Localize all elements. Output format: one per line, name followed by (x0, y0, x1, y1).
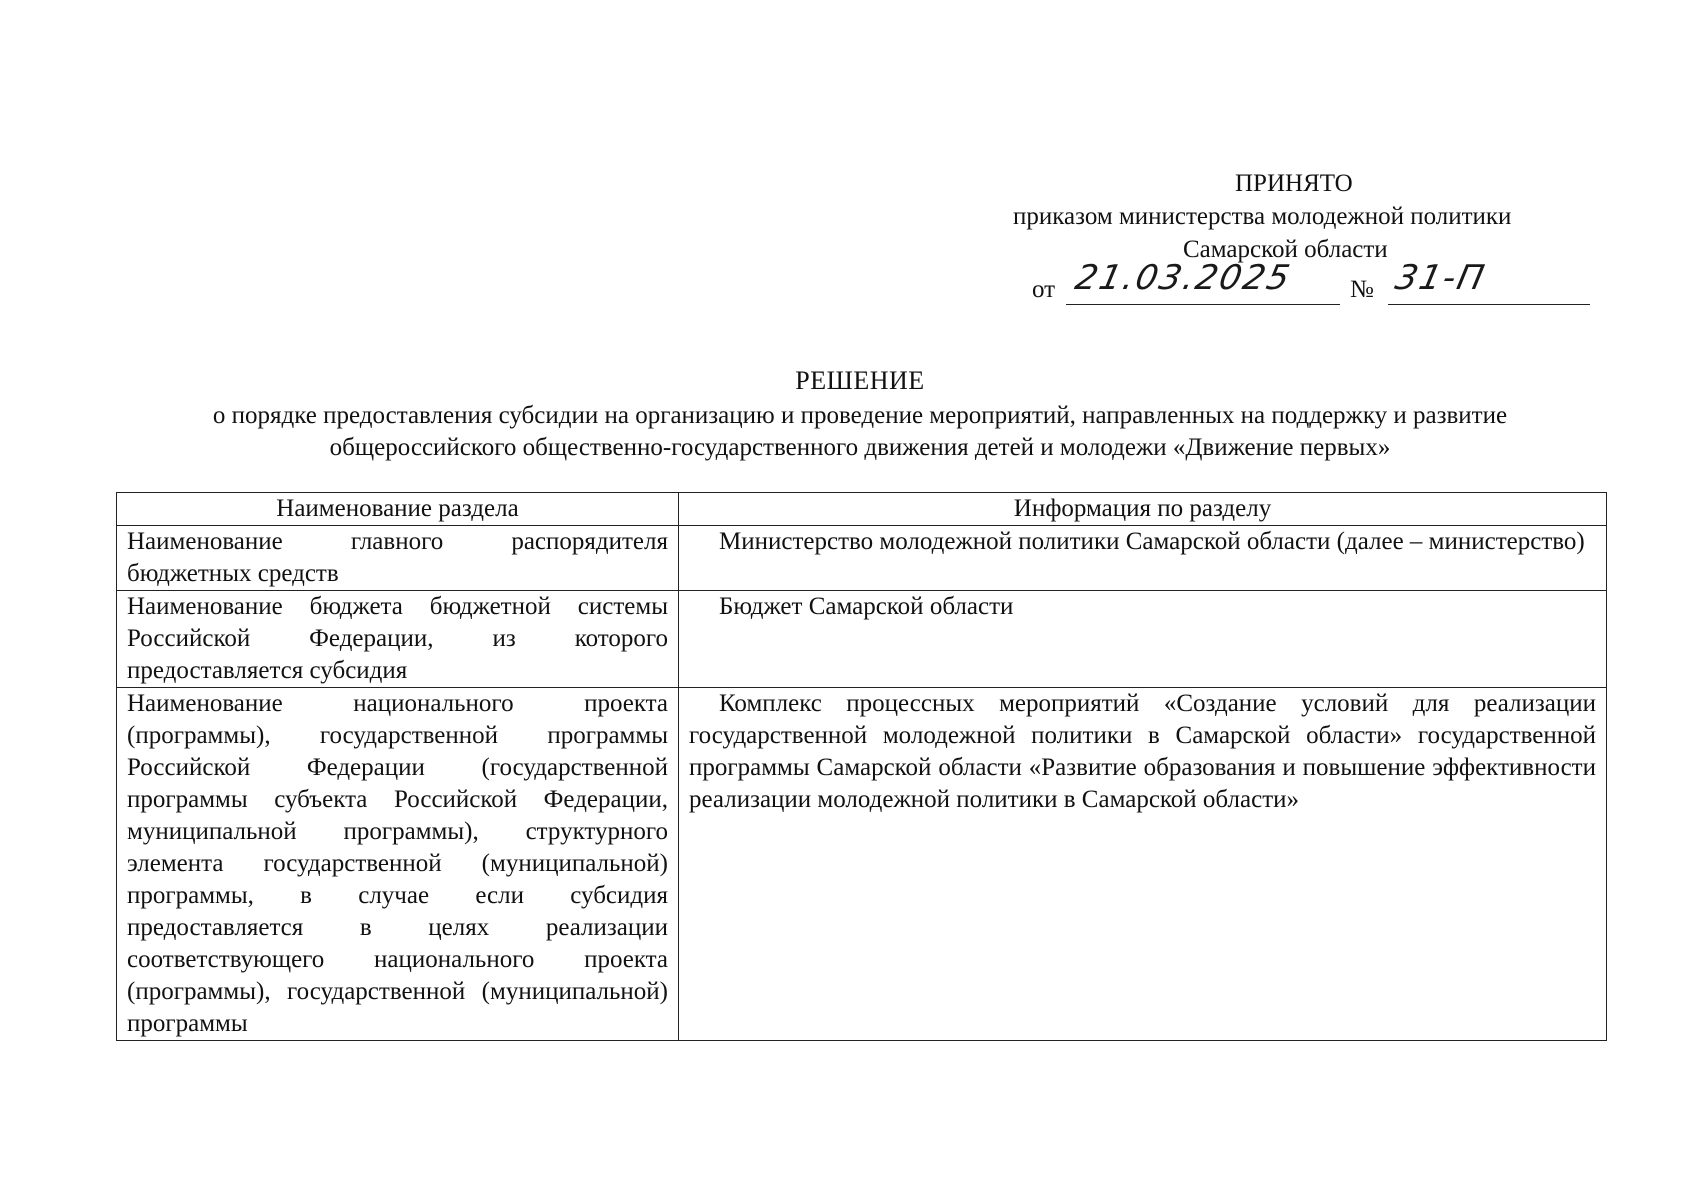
order-date-handwritten: 21.03.2025 (1071, 258, 1295, 298)
table-row (117, 591, 1607, 688)
decision-table (116, 492, 1607, 1041)
order-issuer-line: приказом министерства молодежной политики (1013, 203, 1512, 230)
section-info-cell: Бюджет Самарской области (679, 591, 1607, 688)
header-section-name: Наименование раздела (117, 493, 679, 526)
date-prefix: от (1032, 276, 1056, 303)
document-title: РЕШЕНИЕ (795, 366, 925, 395)
table-header-row (117, 493, 1607, 526)
order-region-line: Самарской области (1183, 236, 1388, 263)
section-name-cell: Наименование национального проекта (программы), государственной программы Российской Федерации (государственной программы субъекта Российской Федерации, муниципальной программы), структурного элемента государственной (муниципальной) программы, в случае если субсидия предоставляется в целях реализации соответствующего национального проекта (программы), государственной (муниципальной) программы (117, 688, 679, 1041)
order-date-number-row (1032, 258, 1592, 312)
order-date-field (1066, 258, 1340, 305)
table-row (117, 526, 1607, 591)
header-section-info: Информация по разделу (679, 493, 1607, 526)
order-number-field (1388, 258, 1590, 305)
accepted-label: ПРИНЯТО (1235, 170, 1353, 197)
table-row (117, 688, 1607, 1041)
number-prefix: № (1350, 276, 1374, 303)
document-subtitle: о порядке предоставления субсидии на организацию и проведение мероприятий, направленных на поддержку и развитие общероссийского общественно-государственного движения детей и молодежи «Движение первых» (212, 402, 1508, 461)
section-name-cell: Наименование главного распорядителя бюджетных средств (117, 526, 679, 591)
section-name-cell: Наименование бюджета бюджетной системы Российской Федерации, из которого предоставляется субсидия (117, 591, 679, 688)
section-info-cell: Комплекс процессных мероприятий «Создание условий для реализации государственной молодежной политики в Самарской области» государственной программы Самарской области «Развитие образования и повышение эффективности реализации молодежной политики в Самарской области» (679, 688, 1607, 1041)
section-info-cell: Министерство молодежной политики Самарской области (далее – министерство) (679, 526, 1607, 591)
order-number-handwritten: 31-П (1391, 258, 1490, 298)
